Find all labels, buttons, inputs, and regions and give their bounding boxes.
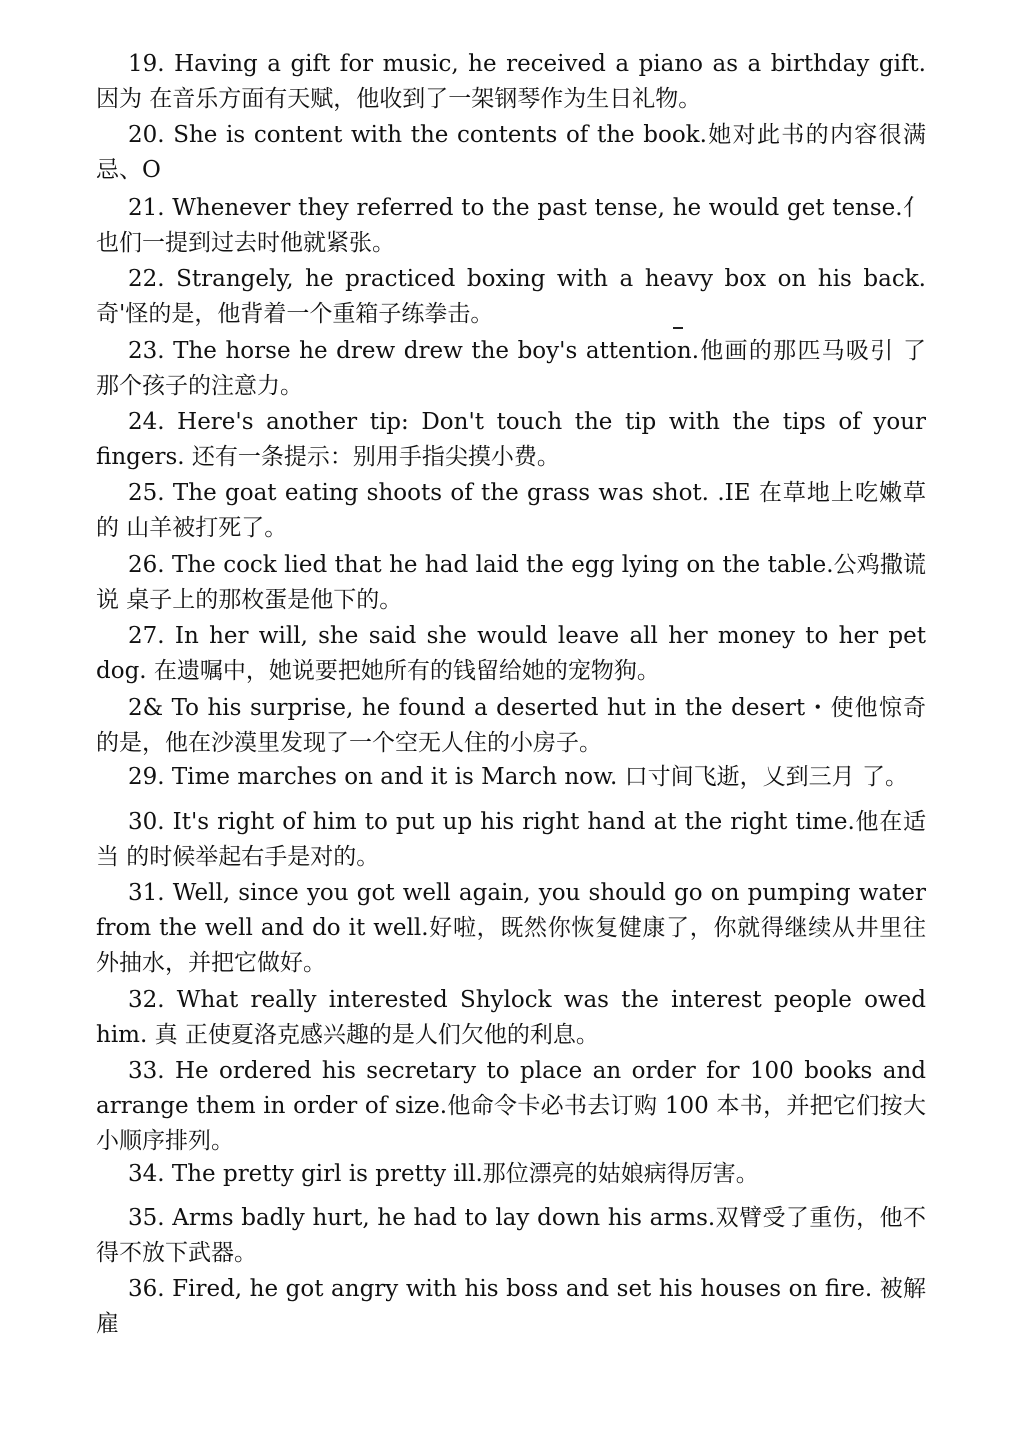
sentence-31: 31. Well, since you got well again, you should go on pumping water from the well and do it well.好啦，既然你恢复健康了，你就得继续从井里往 外抽水，并把它做好。	[96, 880, 926, 976]
sentence-22: 22. Strangely, he practiced boxing with a heavy box on his back. 奇'怪的是，他背着一个重箱子练拳击。	[96, 266, 926, 327]
sentence-24: 24. Here's another tip: Don't touch the tip with the tips of your fingers. 还有一条提示：别用手指尖摸小费。	[96, 409, 926, 470]
sentence-21: 21. Whenever they referred to the past tense, he would get tense.亻也们一提到过去时他就紧张。	[96, 195, 926, 256]
sentence-25: 25. The goat eating shoots of the grass was shot. .IE 在草地上吃嫩草的 山羊被打死了。	[96, 480, 926, 541]
sentence-35: 35. Arms badly hurt, he had to lay down his arms.双臂受了重伤，他不 得不放下武器。	[96, 1205, 926, 1266]
sentence-23: 23. The horse he drew drew the boy's attention.他画的那匹马吸引 了那个孩子的注意力。	[96, 338, 926, 399]
sentence-33: 33. He ordered his secretary to place an order for 100 books and arrange them in order of size.他命令卡必书去订购 100 本书，并把它们按大小顺序排列。	[96, 1058, 926, 1154]
sentence-26: 26. The cock lied that he had laid the egg lying on the table.公鸡撒谎说 桌子上的那枚蛋是他下的。	[96, 552, 926, 613]
sentence-19: 19. Having a gift for music, he received a piano as a birthday gift. 因为 在音乐方面有天赋，他收到了一架钢琴作为生日礼物。	[96, 51, 926, 112]
stray-mark	[673, 327, 683, 329]
sentence-20: 20. She is content with the contents of the book.她对此书的内容很满 忌、O	[96, 122, 926, 183]
sentence-27: 27. In her will, she said she would leave all her money to her pet dog. 在遗嘱中，她说要把她所有的钱留给她的宠物狗。	[96, 623, 926, 684]
sentence-36: 36. Fired, he got angry with his boss and set his houses on fire. 被解雇	[96, 1276, 926, 1337]
sentence-29: 29. Time marches on and it is March now. 口寸间飞逝，乂到三月 了。	[128, 764, 908, 790]
sentence-30: 30. It's right of him to put up his right hand at the right time.他在适当 的时候举起右手是对的。	[96, 809, 926, 870]
sentence-34: 34. The pretty girl is pretty ill.那位漂亮的姑娘病得厉害。	[128, 1161, 759, 1187]
sentence-32: 32. What really interested Shylock was the interest people owed him. 真 正使夏洛克感兴趣的是人们欠他的利息。	[96, 987, 926, 1048]
sentence-28: 2& To his surprise, he found a deserted hut in the desert・使他惊奇的是，他在沙漠里发现了一个空无人住的小房子。	[96, 695, 926, 756]
